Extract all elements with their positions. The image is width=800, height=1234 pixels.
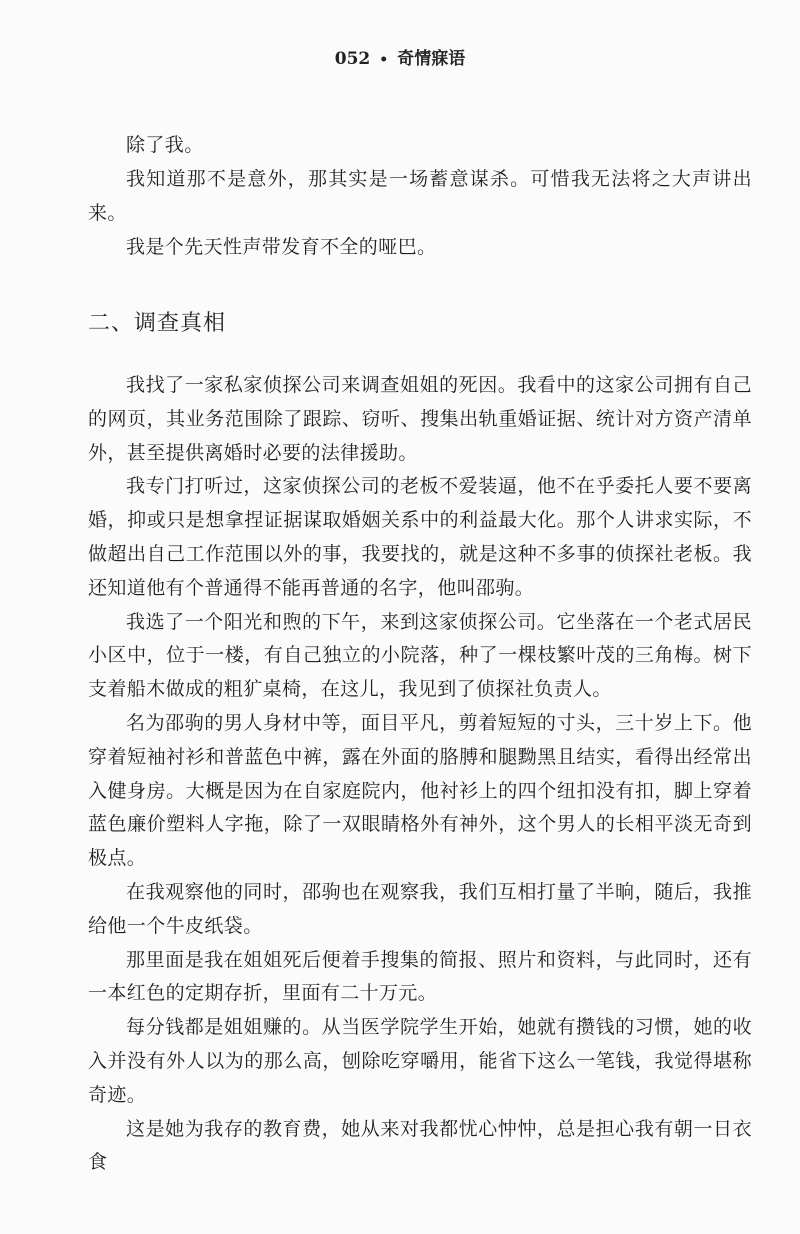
- paragraph: 我选了一个阳光和煦的下午，来到这家侦探公司。它坐落在一个老式居民小区中，位于一楼，有自己独立的小院落，种了一棵枝繁叶茂的三角梅。树下支着船木做成的粗犷桌椅，在这儿，我见到了侦探社负责人。: [88, 610, 752, 701]
- paragraph: 我找了一家私家侦探公司来调查姐姐的死因。我看中的这家公司拥有自己的网页，其业务范围除了跟踪、窃听、搜集出轨重婚证据、统计对方资产清单外，甚至提供离婚时必要的法律援助。: [88, 374, 752, 464]
- page-number: 052: [334, 49, 371, 69]
- section-title: 二、调查真相: [88, 311, 227, 336]
- paragraph: 在我观察他的同时，邵驹也在观察我，我们互相打量了半晌，随后，我推给他一个牛皮纸袋。: [88, 880, 752, 937]
- running-header: [0, 44, 800, 69]
- paragraph: 这是她为我存的教育费，她从来对我都忧心忡忡，总是担心我有朝一日衣食: [88, 1117, 752, 1174]
- paragraph: 除了我。: [126, 134, 204, 156]
- paragraph: 我是个先天性声带发育不全的哑巴。: [126, 236, 437, 258]
- body-text: [88, 369, 752, 1180]
- paragraph: 我知道那不是意外，那其实是一场蓄意谋杀。可惜我无法将之大声讲出来。: [88, 168, 752, 224]
- book-title: 奇情寐语: [397, 49, 466, 69]
- intro-text: [88, 128, 752, 264]
- paragraph: 名为邵驹的男人身材中等，面目平凡，剪着短短的寸头，三十岁上下。他穿着短袖衬衫和普蓝色中裤，露在外面的胳膊和腿黝黑且结实，看得出经常出入健身房。大概是因为在自家庭院内，他衬衫上的四个纽扣没有扣，脚上穿着蓝色廉价塑料人字拖，除了一双眼睛格外有神外，这个男人的长相平淡无奇到极点。: [88, 711, 752, 870]
- header-separator: •: [379, 52, 389, 68]
- paragraph: 我专门打听过，这家侦探公司的老板不爱装逼，他不在乎委托人要不要离婚，抑或只是想拿捏证据谋取婚姻关系中的利益最大化。那个人讲求实际，不做超出自己工作范围以外的事，我要找的，就是这种不多事的侦探社老板。我还知道他有个普通得不能再普通的名字，他叫邵驹。: [88, 475, 752, 599]
- paragraph: 每分钱都是姐姐赚的。从当医学院学生开始，她就有攒钱的习惯，她的收入并没有外人以为的那么高，刨除吃穿嚼用，能省下这么一笔钱，我觉得堪称奇迹。: [88, 1016, 752, 1106]
- paragraph: 那里面是我在姐姐死后便着手搜集的简报、照片和资料，与此同时，还有一本红色的定期存折，里面有二十万元。: [88, 948, 752, 1005]
